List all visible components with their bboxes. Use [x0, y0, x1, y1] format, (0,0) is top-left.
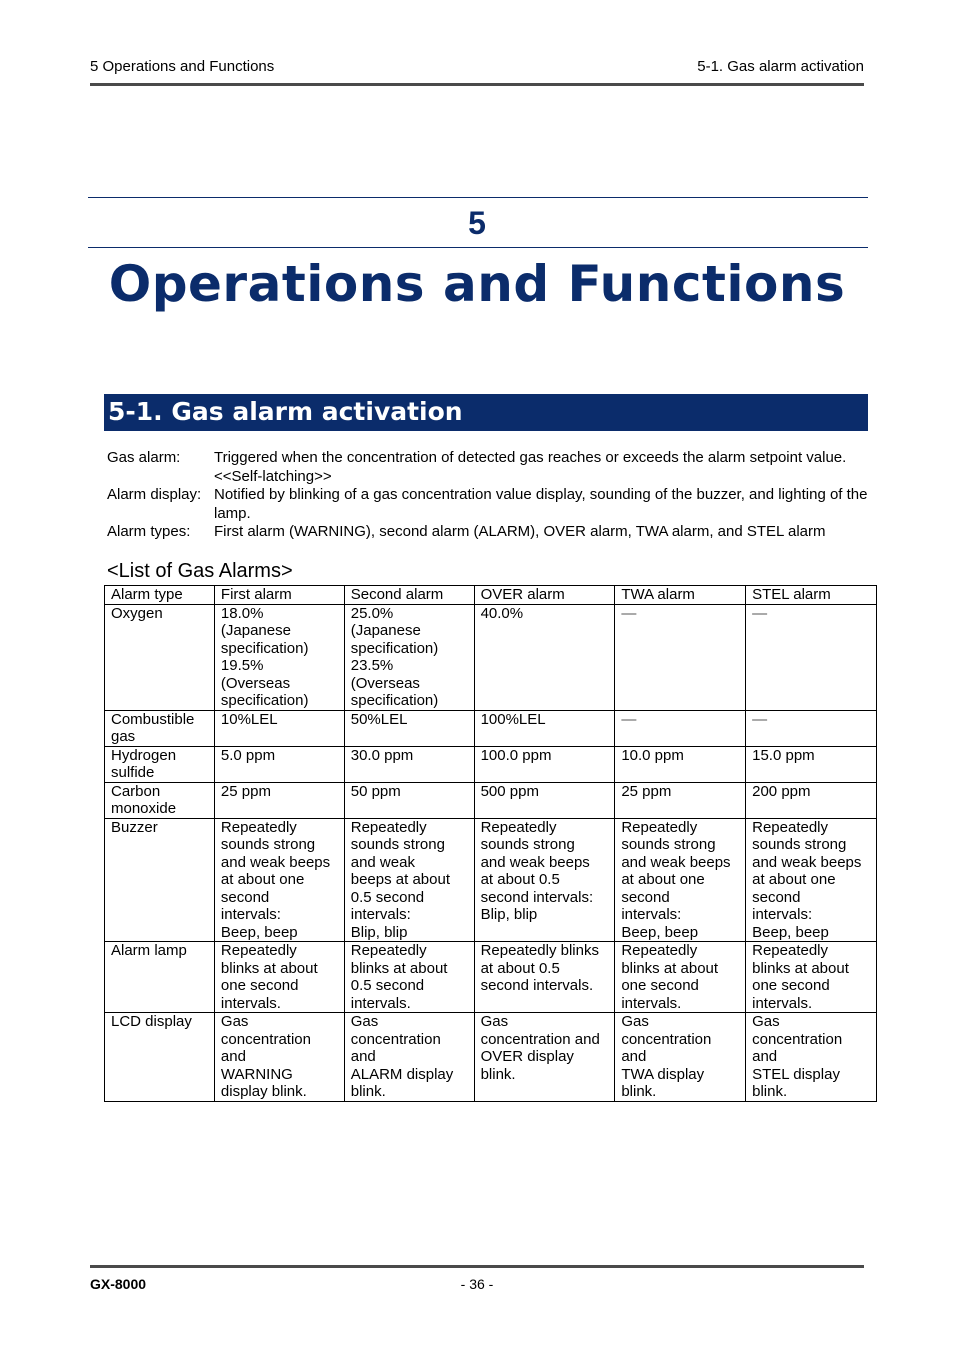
- row-label-cell: Oxygen: [105, 604, 215, 710]
- table-row: [105, 782, 877, 818]
- table-cell: 200 ppm: [746, 782, 877, 818]
- table-cell: 18.0% (Japanese specification) 19.5% (Overseas specification): [214, 604, 344, 710]
- table-cell: Repeatedly sounds strong and weak beeps at about one second intervals: Beep, beep: [746, 818, 877, 942]
- table-cell: Gas concentration and ALARM display blink.: [344, 1013, 474, 1102]
- table-cell: Repeatedly blinks at about 0.5 second intervals.: [344, 942, 474, 1013]
- table-cell: 100%LEL: [474, 710, 615, 746]
- table-cell: 25 ppm: [615, 782, 746, 818]
- gas-alarm-table: [104, 585, 877, 1102]
- row-label-cell: Combustible gas: [105, 710, 215, 746]
- header-chapter-label: 5 Operations and Functions: [90, 58, 275, 75]
- row-label-cell: Buzzer: [105, 818, 215, 942]
- table-header-row: [105, 586, 877, 605]
- chapter-number: 5: [468, 205, 486, 241]
- row-label-cell: Hydrogen sulfide: [105, 746, 215, 782]
- table-cell: 100.0 ppm: [474, 746, 615, 782]
- definition-desc: Triggered when the concentration of detected gas reaches or exceeds the alarm setpoint value. <<Self-latching>>: [214, 449, 847, 485]
- definition-alarm-display: [107, 486, 872, 523]
- chapter-rule-bottom: [88, 247, 868, 248]
- table-row: [105, 942, 877, 1013]
- definition-desc: First alarm (WARNING), second alarm (ALARM), OVER alarm, TWA alarm, and STEL alarm: [214, 523, 826, 540]
- table-row: [105, 818, 877, 942]
- table-title: <List of Gas Alarms>: [107, 560, 293, 582]
- definition-alarm-types: [107, 523, 872, 542]
- table-cell: Repeatedly sounds strong and weak beeps at about 0.5 second intervals: Blip, blip: [344, 818, 474, 942]
- table-cell: Repeatedly blinks at about one second intervals.: [615, 942, 746, 1013]
- table-cell: 15.0 ppm: [746, 746, 877, 782]
- section-title: 5-1. Gas alarm activation: [108, 397, 463, 426]
- header-rule: [90, 83, 864, 86]
- header-section-label: 5-1. Gas alarm activation: [697, 58, 864, 75]
- table-cell: 50%LEL: [344, 710, 474, 746]
- table-cell: Gas concentration and TWA display blink.: [615, 1013, 746, 1102]
- table-row: [105, 1013, 877, 1102]
- table-cell: Gas concentration and OVER display blink.: [474, 1013, 615, 1102]
- table-cell: 25.0% (Japanese specification) 23.5% (Overseas specification): [344, 604, 474, 710]
- table-cell: 30.0 ppm: [344, 746, 474, 782]
- table-cell: 40.0%: [474, 604, 615, 710]
- table-cell: 500 ppm: [474, 782, 615, 818]
- table-cell: —: [746, 604, 877, 710]
- row-label-cell: Alarm lamp: [105, 942, 215, 1013]
- table-cell: Repeatedly sounds strong and weak beeps at about one second intervals: Beep, beep: [214, 818, 344, 942]
- column-header: First alarm: [214, 586, 344, 605]
- footer-model: GX-8000: [90, 1276, 147, 1292]
- table-cell: Gas concentration and WARNING display blink.: [214, 1013, 344, 1102]
- table-cell: Repeatedly blinks at about one second intervals.: [214, 942, 344, 1013]
- definition-term: Alarm types:: [107, 523, 191, 540]
- column-header: Alarm type: [105, 586, 215, 605]
- chapter-rule-top: [88, 197, 868, 198]
- table-cell: 10%LEL: [214, 710, 344, 746]
- definition-list: [107, 449, 872, 542]
- section-heading-bar: [104, 394, 868, 431]
- table-row: [105, 604, 877, 710]
- table-cell: Gas concentration and STEL display blink.: [746, 1013, 877, 1102]
- footer-rule: [90, 1265, 864, 1268]
- page-number: - 36 -: [460, 1276, 494, 1292]
- definition-term: Gas alarm:: [107, 449, 181, 466]
- definition-desc: Notified by blinking of a gas concentration value display, sounding of the buzzer, and lighting of the lamp.: [214, 486, 868, 522]
- column-header: Second alarm: [344, 586, 474, 605]
- table-cell: —: [615, 604, 746, 710]
- table-cell: 25 ppm: [214, 782, 344, 818]
- table-cell: 5.0 ppm: [214, 746, 344, 782]
- table-cell: Repeatedly blinks at about one second intervals.: [746, 942, 877, 1013]
- column-header: OVER alarm: [474, 586, 615, 605]
- table-cell: 50 ppm: [344, 782, 474, 818]
- row-label-cell: Carbon monoxide: [105, 782, 215, 818]
- definition-term: Alarm display:: [107, 486, 202, 503]
- table-row: [105, 746, 877, 782]
- column-header: TWA alarm: [615, 586, 746, 605]
- table-cell: Repeatedly blinks at about 0.5 second intervals.: [474, 942, 615, 1013]
- column-header: STEL alarm: [746, 586, 877, 605]
- table-cell: —: [746, 710, 877, 746]
- table-cell: Repeatedly sounds strong and weak beeps at about one second intervals: Beep, beep: [615, 818, 746, 942]
- definition-gas-alarm: [107, 449, 872, 486]
- table-row: [105, 710, 877, 746]
- table-cell: Repeatedly sounds strong and weak beeps at about 0.5 second intervals: Blip, blip: [474, 818, 615, 942]
- table-cell: 10.0 ppm: [615, 746, 746, 782]
- table-cell: —: [615, 710, 746, 746]
- row-label-cell: LCD display: [105, 1013, 215, 1102]
- chapter-title: Operations and Functions: [108, 255, 846, 313]
